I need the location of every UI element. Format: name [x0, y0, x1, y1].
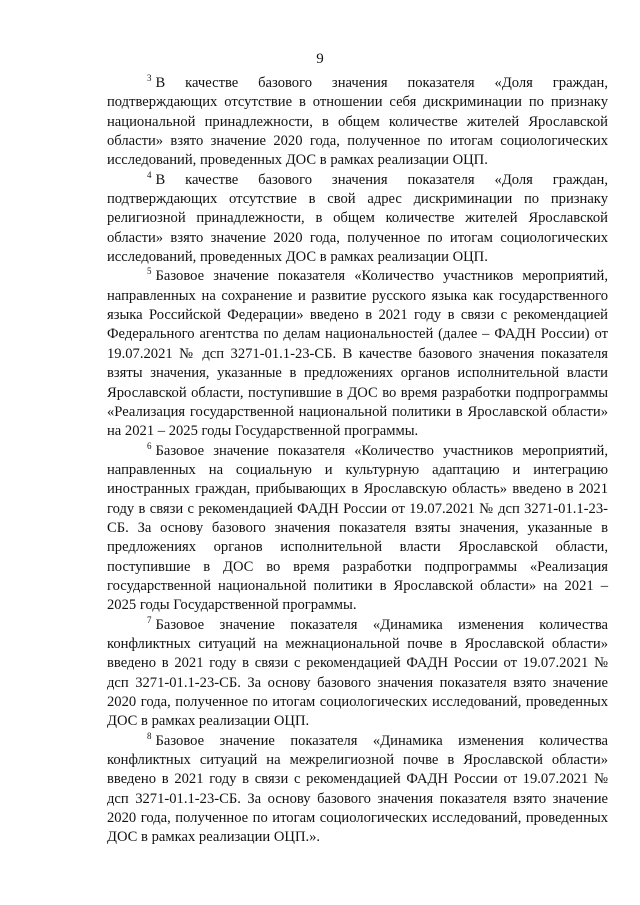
footnote [107, 442, 608, 616]
footnote-text: В качестве базового значения показателя «Доля граждан, подтверждающих отсутствие в свой адрес дискриминации по признаку религиозной принадлежности, в общем количестве жителей Ярославской области» взято значение 2020 года, полученное по итогам социологических исследований, проведенных ДОС в рамках реализации ОЦП. [107, 171, 608, 266]
footnote [107, 616, 608, 732]
footnote-mark: 6 [147, 440, 152, 451]
footnote-mark: 8 [147, 730, 152, 741]
footnote [107, 74, 608, 171]
footnote-text: В качестве базового значения показателя «Доля граждан, подтверждающих отсутствие в отношении себя дискриминации по признаку национальной принадлежности, в общем количестве жителей Ярославской области» взято значение 2020 года, полученное по итогам социологических исследований, проведенных ДОС в рамках реализации ОЦП. [107, 75, 608, 169]
footnote-text: Базовое значение показателя «Количество участников мероприятий, направленных на сохранение и развитие русского языка как государственного языка Российской Федерации» введено в 2021 году в связи с рекомендацией Федерального агентства по делам национальностей (далее – ФАДН России) от 19.07.2021 № дсп 3271-01.1-23-СБ. В качестве базового значения показателя взяты значения, указанные в предложениях органов исполнительной власти Ярославской области, поступившие в ДОС во время разработки подпрограммы «Реализация государственной национальной политики в Ярославской области» на 2021 – 2025 годы Государственной программы. [107, 268, 608, 440]
footnote-text: Базовое значение показателя «Количество участников мероприятий, направленных на социальную и культурную адаптацию и интеграцию иностранных граждан, прибывающих в Ярославскую область» введено в 2021 году в связи с рекомендацией ФАДН России от 19.07.2021 № дсп 3271-01.1-23-СБ. За основу базового значения показателя взяты значения, указанные в предложениях органов исполнительной власти Ярославской области, поступившие в ДОС во время разработки подпрограммы «Реализация государственной национальной политики в Ярославской области» на 2021 – 2025 годы Государственной программы. [107, 442, 608, 614]
footnotes-section [107, 74, 608, 848]
footnote-text: Базовое значение показателя «Динамика изменения количества конфликтных ситуаций на межнациональной почве в Ярославской области» введено в 2021 году в связи с рекомендацией ФАДН России от 19.07.2021 № дсп 3271-01.1-23-СБ. За основу базового значения показателя взято значение 2020 года, полученное по итогам социологических исследований, проведенных ДОС в рамках реализации ОЦП. [107, 616, 608, 730]
footnote [107, 267, 608, 441]
footnote-mark: 3 [147, 73, 152, 83]
footnote-text: Базовое значение показателя «Динамика изменения количества конфликтных ситуаций на межрелигиозной почве в Ярославской области» введено в 2021 году в связи с рекомендацией ФАДН России от 19.07.2021 № дсп 3271-01.1-23-СБ. За основу базового значения показателя взято значение 2020 года, полученное по итогам социологических исследований, проведенных ДОС в рамках реализации ОЦП.». [107, 732, 608, 846]
footnote-mark: 4 [147, 169, 152, 180]
footnote-mark: 7 [147, 614, 152, 625]
footnote [107, 732, 608, 848]
footnote [107, 171, 608, 268]
footnote-mark: 5 [147, 266, 152, 277]
page-number: 9 [316, 51, 324, 67]
